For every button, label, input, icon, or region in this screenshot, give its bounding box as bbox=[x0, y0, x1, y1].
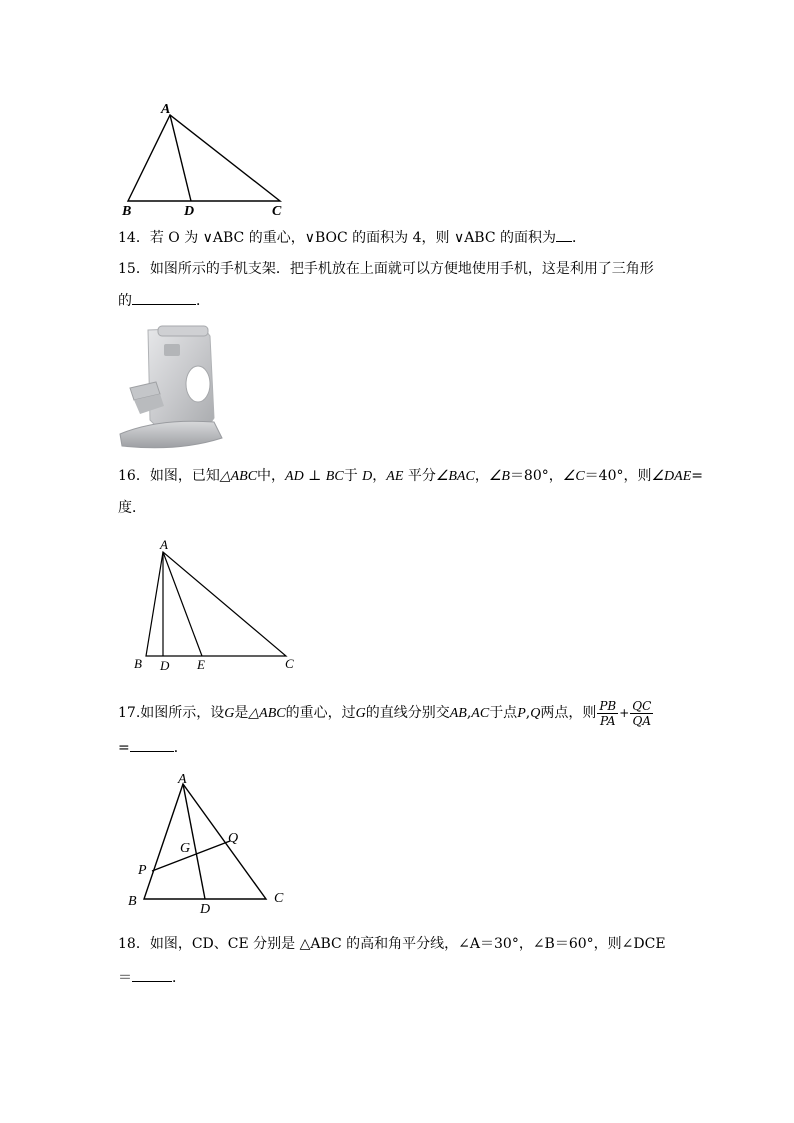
perpendicular-symbol: ⊥ bbox=[308, 468, 322, 484]
vertex-label-a: A bbox=[161, 102, 171, 117]
vertex-label-a: A bbox=[178, 772, 187, 787]
triangle-abc-symbol: △ABC bbox=[219, 469, 258, 484]
phone-stand-image bbox=[118, 322, 228, 452]
point-label-g: G bbox=[180, 841, 191, 856]
question-17-then: 两点，则 bbox=[540, 705, 597, 721]
vertex-label-a: A bbox=[160, 537, 168, 552]
triangle-abc-symbol: △ABC bbox=[248, 706, 286, 721]
answer-blank-14 bbox=[556, 227, 572, 242]
vertex-label-b: B bbox=[128, 894, 137, 909]
fraction-denominator-qa: QA bbox=[632, 713, 652, 728]
fraction-pb-over-pa bbox=[597, 699, 618, 728]
question-15-line-2 bbox=[118, 290, 210, 311]
question-14-end: ． bbox=[572, 230, 587, 246]
question-16-comma-1: ， bbox=[372, 468, 387, 484]
centroid-g: G bbox=[224, 706, 235, 721]
question-17-line-2 bbox=[118, 737, 188, 758]
segment-ab: AB bbox=[449, 706, 467, 721]
question-17-line-1 bbox=[118, 698, 654, 729]
angle-c-value: ＝40°，则 bbox=[584, 468, 652, 484]
angle-bac: ∠BAC bbox=[435, 469, 475, 484]
question-18-line-1 bbox=[118, 934, 666, 954]
segment-bc: BC bbox=[325, 469, 344, 484]
vertex-label-b: B bbox=[122, 204, 132, 219]
triangle-abd-figure bbox=[110, 95, 310, 220]
question-14 bbox=[118, 227, 586, 248]
question-17-intro: 17.如图所示，设 bbox=[118, 705, 225, 721]
segment-ad: AD bbox=[285, 469, 304, 484]
question-16-yu: 于 bbox=[343, 468, 358, 484]
question-14-text: 14．若 O 为 ∨ABC 的重心，∨BOC 的面积为 4，则 ∨ABC 的面积为 bbox=[118, 230, 557, 246]
vertex-label-b: B bbox=[134, 656, 142, 671]
question-16-comma-2: ， bbox=[474, 468, 489, 484]
question-17-end: ． bbox=[173, 740, 188, 756]
fraction-numerator-pb: PB bbox=[599, 698, 617, 713]
point-d: D bbox=[362, 469, 373, 484]
question-17-is: 是 bbox=[234, 705, 249, 721]
question-15-prefix: 的 bbox=[118, 293, 132, 309]
segment-ac: AC bbox=[471, 706, 490, 721]
triangle-altitude-bisector-figure bbox=[120, 535, 310, 675]
point-label-d: D bbox=[200, 902, 211, 917]
question-15-end: ． bbox=[196, 293, 210, 309]
segment-ae: AE bbox=[386, 469, 404, 484]
vertex-label-d: D bbox=[160, 658, 170, 673]
question-17-centroid-text: 的重心，过 bbox=[285, 705, 356, 721]
vertex-label-c: C bbox=[274, 891, 284, 906]
answer-blank-18 bbox=[132, 967, 172, 982]
fraction-denominator-pa: PA bbox=[599, 713, 616, 728]
question-16-intro: 16．如图，已知 bbox=[118, 468, 220, 484]
point-g: G bbox=[355, 706, 366, 721]
question-17-comma-1: , bbox=[466, 705, 472, 721]
answer-blank-17 bbox=[130, 737, 174, 752]
question-18-end: ． bbox=[172, 970, 186, 986]
question-16-unit: 度． bbox=[118, 500, 146, 516]
question-17-comma-2: , bbox=[525, 705, 531, 721]
point-label-q: Q bbox=[228, 831, 239, 846]
fraction-numerator-qc: QC bbox=[632, 698, 652, 713]
question-15-line-1 bbox=[118, 259, 654, 279]
question-17-equals: = bbox=[118, 740, 130, 756]
question-16-line-1 bbox=[118, 466, 703, 487]
vertex-label-e: E bbox=[197, 657, 205, 672]
question-18-equals: ＝ bbox=[118, 970, 132, 986]
point-p: P bbox=[517, 706, 526, 721]
angle-b-value: ＝80°， bbox=[509, 468, 563, 484]
angle-dae: ∠DAE bbox=[651, 469, 692, 484]
vertex-label-c: C bbox=[272, 204, 282, 219]
question-18-text: 18．如图，CD、CE 分别是 △ABC 的高和角平分线，∠A＝30°，∠B＝60°，则∠DCE bbox=[118, 936, 666, 952]
question-15-text: 15．如图所示的手机支架．把手机放在上面就可以方便地使用手机，这是利用了三角形 bbox=[118, 261, 654, 277]
answer-blank-15 bbox=[132, 290, 196, 305]
point-q: Q bbox=[530, 706, 541, 721]
vertex-label-c: C bbox=[285, 656, 294, 671]
triangle-centroid-figure bbox=[120, 768, 300, 918]
question-16-bisects: 平分 bbox=[407, 468, 436, 484]
question-17-line-text: 的直线分别交 bbox=[365, 705, 450, 721]
question-16-text-mid: 中， bbox=[257, 468, 286, 484]
plus-sign: + bbox=[619, 706, 630, 720]
question-18-line-2 bbox=[118, 967, 186, 988]
angle-c: ∠C bbox=[562, 469, 585, 484]
fraction-qc-over-qa bbox=[630, 699, 653, 728]
question-17-at-points: 于点 bbox=[489, 705, 518, 721]
point-label-p: P bbox=[138, 863, 147, 878]
angle-b: ∠B bbox=[488, 469, 510, 484]
question-16-line-2 bbox=[118, 498, 146, 518]
equals-sign: = bbox=[691, 468, 703, 484]
vertex-label-d: D bbox=[184, 204, 195, 219]
